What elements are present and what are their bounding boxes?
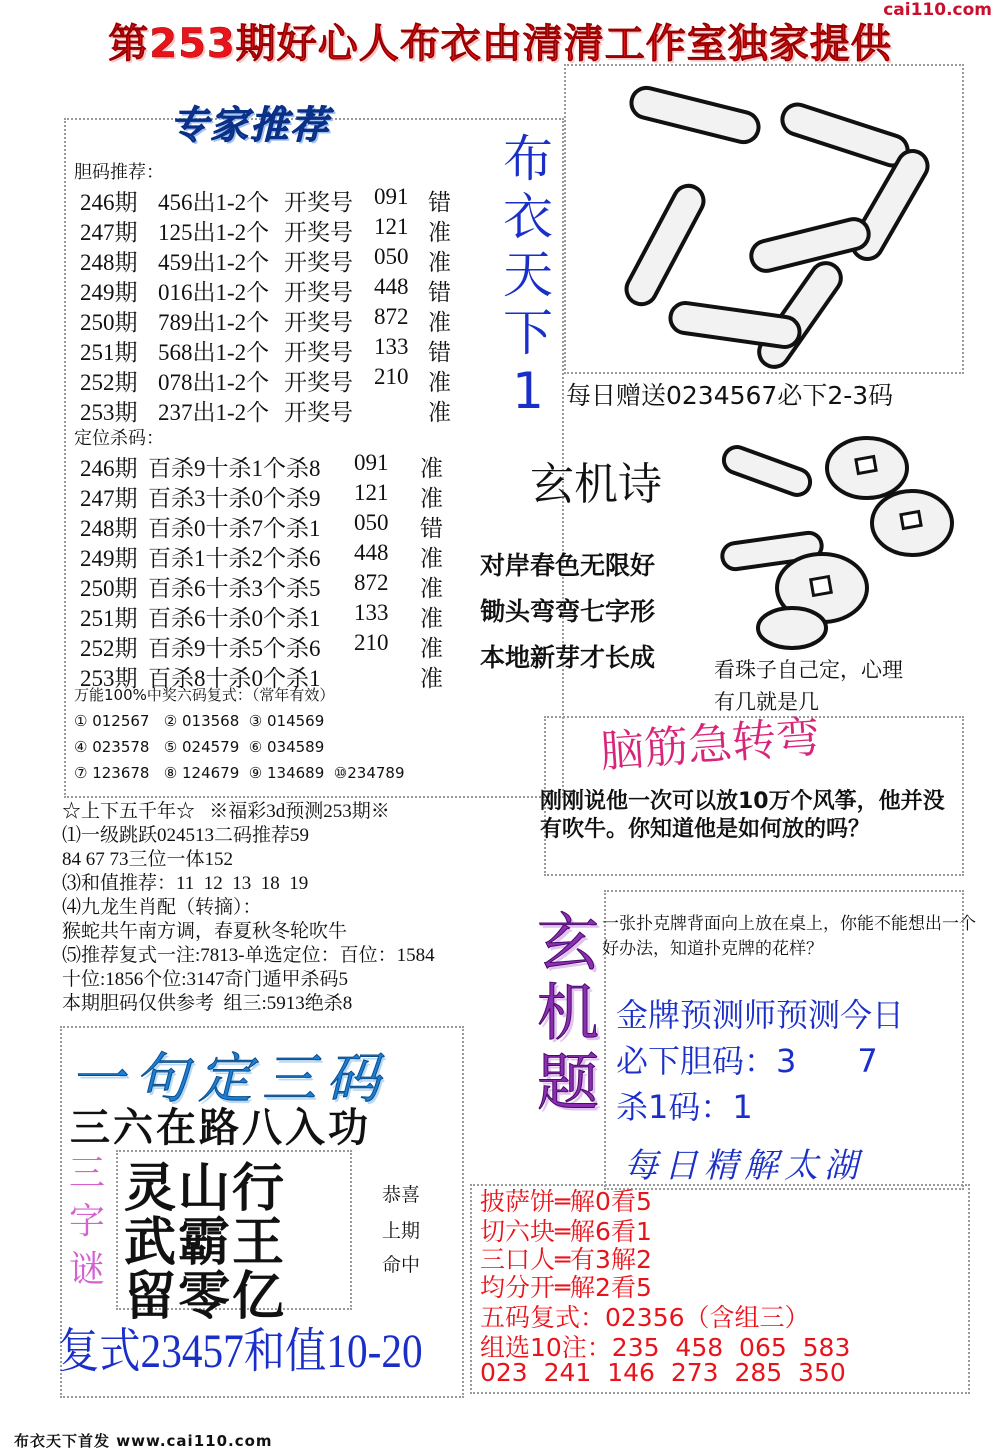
riddle-word: 灵山行	[124, 1158, 287, 1219]
kill-label: 定位杀码：	[74, 428, 164, 449]
taihu-line: 切六块═解6看1	[480, 1217, 652, 1246]
yiju-title: 一句定三码	[70, 1047, 390, 1110]
kill-pick: 百杀6十杀3个杀5	[148, 576, 321, 601]
dan-result: 121	[374, 214, 409, 239]
taihu-line: 组选10注：235 458 065 583	[480, 1333, 851, 1362]
dan-label: 开奖号	[284, 280, 353, 305]
kill-status: 准	[420, 486, 443, 511]
kill-result: 121	[354, 480, 389, 505]
shangxia-line: ⑷九龙生肖配（转摘）：	[62, 897, 262, 918]
expert-section-title: 专家推荐	[170, 103, 331, 147]
dan-result: 133	[374, 334, 409, 359]
kill-result: 133	[354, 600, 389, 625]
dan-pick: 568出1-2个	[158, 340, 270, 365]
kill-result: 448	[354, 540, 389, 565]
taihu-line: 披萨饼═解0看5	[480, 1187, 652, 1216]
kill-period: 250期	[80, 576, 138, 601]
kill-pick: 百杀9十杀5个杀6	[148, 636, 321, 661]
kill-prediction: 杀1码：1	[616, 1088, 753, 1126]
site-watermark: cai110.com	[883, 0, 992, 20]
dan-result: 050	[374, 244, 409, 269]
kill-pick: 百杀9十杀1个杀8	[148, 456, 321, 481]
xuanji-ti-char: 玄	[536, 906, 599, 979]
daily-gift-text: 每日赠送0234567必下2-3码	[566, 381, 894, 410]
dan-status: 准	[428, 400, 451, 425]
dan-result: 872	[374, 304, 409, 329]
dan-period: 250期	[80, 310, 138, 335]
kill-period: 246期	[80, 456, 138, 481]
kill-period: 251期	[80, 606, 138, 631]
taihu-line: 五码复式：02356（含组三）	[480, 1303, 810, 1332]
universal-row: ④ 023578 ⑤ 024579 ⑥ 034589	[74, 738, 325, 756]
kill-pick: 百杀0十杀7个杀1	[148, 516, 321, 541]
congrats-text: 恭喜	[382, 1184, 421, 1206]
dan-status: 错	[428, 280, 451, 305]
shangxia-line: 猴蛇共午南方调，春夏秋冬轮吹牛	[62, 921, 348, 942]
shangxia-line: ⑴一级跳跃024513二码推荐59	[62, 825, 310, 846]
page-title: 第253期好心人布衣由清清工作室独家提供	[108, 21, 892, 67]
dan-period: 252期	[80, 370, 138, 395]
footer-text: 布衣天下首发 www.cai110.com	[14, 1432, 273, 1450]
dan-period: 248期	[80, 250, 138, 275]
kill-pick: 百杀1十杀2个杀6	[148, 546, 321, 571]
budai-char: 天	[503, 246, 553, 304]
dan-period: 249期	[80, 280, 138, 305]
kill-period: 247期	[80, 486, 138, 511]
universal-row: ① 012567 ② 013568 ③ 014569	[74, 712, 325, 730]
dan-result: 210	[374, 364, 409, 389]
dan-label: 胆码推荐：	[74, 162, 164, 183]
budai-char: 下	[503, 304, 553, 362]
congrats-text: 上期	[382, 1220, 421, 1242]
universal-label: 万能100%中奖六码复式：（常年有效）	[74, 686, 335, 704]
dan-result: 091	[374, 184, 409, 209]
poem-note: 看珠子自己定，心理	[714, 658, 903, 682]
budai-char: 1	[512, 362, 544, 420]
poem-note: 有几就是几	[714, 690, 819, 714]
taihu-title: 每日精解太湖	[624, 1146, 864, 1186]
beads-illustration	[712, 428, 962, 650]
dan-period: 246期	[80, 190, 138, 215]
dan-status: 准	[428, 220, 451, 245]
kill-period: 249期	[80, 546, 138, 571]
dan-prediction: 必下胆码：3 7	[616, 1042, 878, 1080]
sanzimi-title	[62, 1150, 112, 1294]
dan-status: 准	[428, 370, 451, 395]
poem-line: 对岸春色无限好	[480, 551, 656, 580]
shangxia-line: ⑸推荐复式一注:7813-单选定位：百位：1584	[62, 945, 435, 966]
shangxia-line: 84 67 73三位一体152	[62, 849, 234, 870]
dan-label: 开奖号	[284, 190, 353, 215]
budai-char: 布	[503, 130, 553, 188]
dan-label: 开奖号	[284, 220, 353, 245]
kill-period: 252期	[80, 636, 138, 661]
dan-status: 准	[428, 250, 451, 275]
kill-result: 050	[354, 510, 389, 535]
dan-pick: 789出1-2个	[158, 310, 270, 335]
kill-status: 准	[420, 456, 443, 481]
brain-teaser-title: 脑筋急转弯	[598, 711, 822, 778]
shangxia-line: 十位:1856个位:3147奇门遁甲杀码5	[62, 969, 349, 990]
gold-predictor: 金牌预测师预测今日	[616, 996, 905, 1034]
poem-line: 本地新芽才长成	[480, 643, 656, 672]
kill-result: 872	[354, 570, 389, 595]
dan-period: 251期	[80, 340, 138, 365]
sanzimi-char: 三	[68, 1153, 105, 1194]
sanzimi-char: 字	[68, 1201, 105, 1242]
xuanji-poem-title: 玄机诗	[530, 459, 662, 510]
riddle-word: 武霸王	[124, 1212, 287, 1273]
dan-pick: 016出1-2个	[158, 280, 270, 305]
kill-status: 准	[420, 666, 443, 691]
kill-period: 253期	[80, 666, 138, 691]
dan-pick: 237出1-2个	[158, 400, 270, 425]
shangxia-line: ⑶和值推荐：11 12 13 18 19	[62, 873, 309, 894]
poem-line: 锄头弯弯七字形	[480, 597, 656, 626]
dan-status: 错	[428, 190, 451, 215]
dan-label: 开奖号	[284, 310, 353, 335]
xuanji-ti-char: 题	[536, 1046, 599, 1119]
riddle-word: 留零亿	[124, 1266, 287, 1327]
dan-pick: 456出1-2个	[158, 190, 270, 215]
poker-question: 一张扑克牌背面向上放在桌上，你能不能想出一个好办法，知道扑克牌的花样？	[602, 914, 976, 959]
kill-period: 248期	[80, 516, 138, 541]
sanzimi-char: 谜	[68, 1249, 105, 1290]
budai-vertical-title	[498, 130, 558, 420]
budai-char: 衣	[503, 188, 553, 246]
dan-label: 开奖号	[284, 400, 353, 425]
taihu-line: 三口人═有3解2	[480, 1245, 652, 1274]
shangxia-line: 本期胆码仅供参考 组三:5913绝杀8	[62, 993, 353, 1014]
universal-row: ⑦ 123678 ⑧ 124679 ⑨ 134689 ⑩234789	[74, 764, 405, 782]
kill-status: 准	[420, 546, 443, 571]
dan-pick: 078出1-2个	[158, 370, 270, 395]
kill-status: 准	[420, 636, 443, 661]
shangxia-line: ☆上下五千年☆ ※福彩3d预测253期※	[62, 801, 390, 822]
dan-status: 错	[428, 340, 451, 365]
kill-status: 错	[420, 516, 443, 541]
kill-pick: 百杀6十杀0个杀1	[148, 606, 321, 631]
congrats-text: 命中	[382, 1254, 421, 1276]
dan-status: 准	[428, 310, 451, 335]
kill-status: 准	[420, 576, 443, 601]
stick-digits-illustration	[580, 80, 950, 370]
dan-label: 开奖号	[284, 370, 353, 395]
dan-label: 开奖号	[284, 250, 353, 275]
dan-pick: 125出1-2个	[158, 220, 270, 245]
kill-result: 091	[354, 450, 389, 475]
dan-pick: 459出1-2个	[158, 250, 270, 275]
kill-pick: 百杀3十杀0个杀9	[148, 486, 321, 511]
taihu-line: 均分开═解2看5	[480, 1273, 652, 1302]
xuanji-ti-char: 机	[536, 976, 599, 1049]
dan-label: 开奖号	[284, 340, 353, 365]
kill-pick: 百杀8十杀0个杀1	[148, 666, 321, 691]
taihu-line: 023 241 146 273 285 350	[480, 1358, 846, 1387]
kill-status: 准	[420, 606, 443, 631]
yiju-phrase: 三六在路八入功	[70, 1105, 371, 1151]
fushi-text: 复式23457和值10-20	[58, 1325, 423, 1378]
dan-period: 247期	[80, 220, 138, 245]
dan-result: 448	[374, 274, 409, 299]
dan-period: 253期	[80, 400, 138, 425]
xuanji-ti-title	[536, 908, 600, 1118]
brain-teaser-text: 刚刚说他一次可以放10万个风筝，他并没有吹牛。你知道他是如何放的吗？	[540, 789, 945, 842]
kill-result: 210	[354, 630, 389, 655]
